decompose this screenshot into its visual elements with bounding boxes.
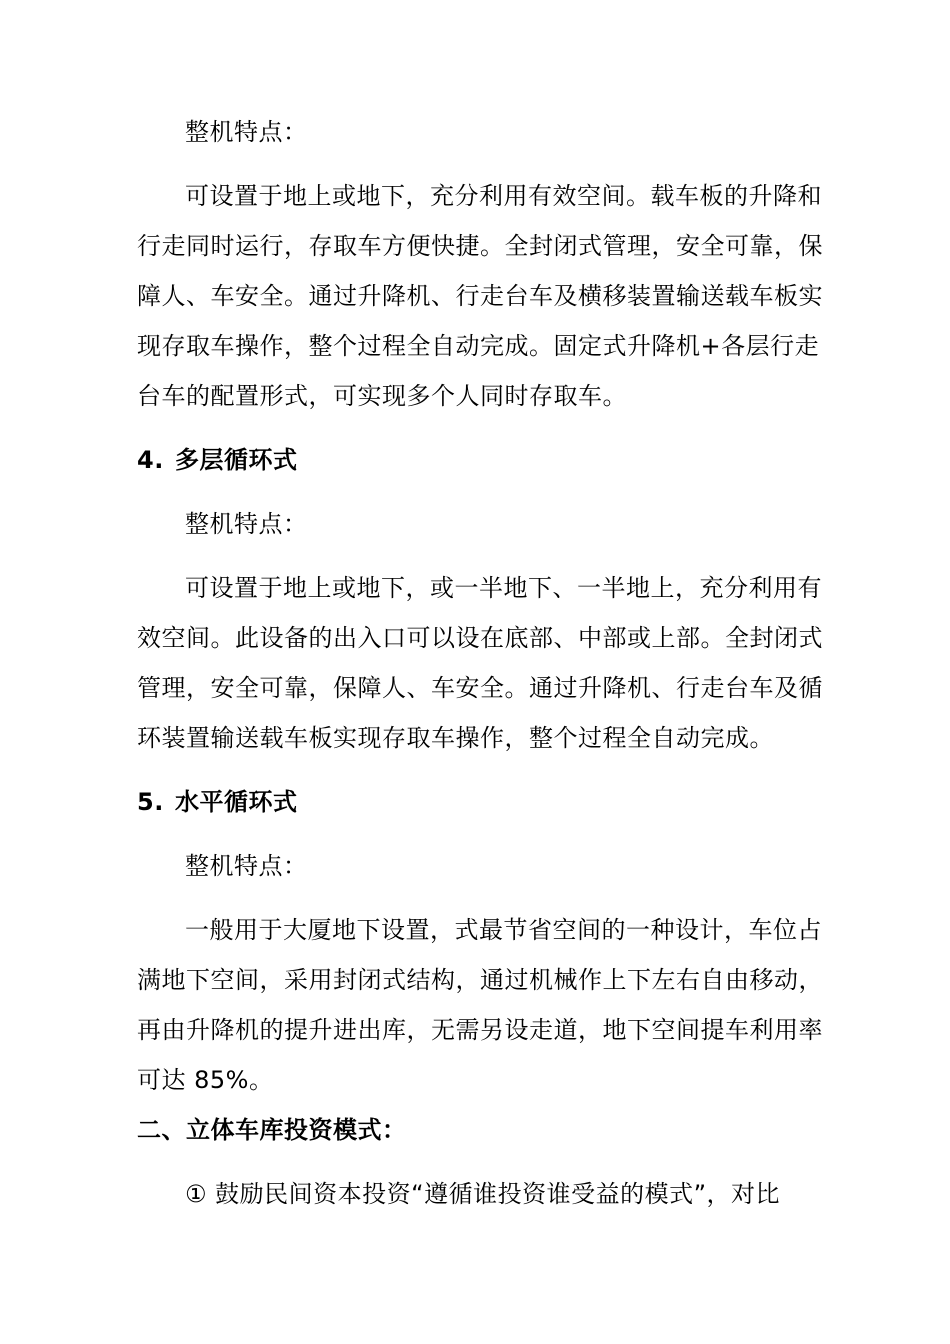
paragraph-line: 管理，安全可靠，保障人、车安全。通过升降机、行走台车及循 [137,674,823,702]
paragraph-line: 可设置于地上或地下，充分利用有效空间。载车板的升降和 [185,182,822,210]
feature-label: 整机特点： [185,852,308,880]
list-item: ① 鼓励民间资本投资“遵循谁投资谁受益的模式”，对比 [185,1180,781,1208]
section-number: 4. [137,446,164,474]
paragraph-line: 可达 85%。 [137,1066,274,1094]
paragraph-line: 环装置输送载车板实现存取车操作，整个过程全自动完成。 [137,724,774,752]
feature-label: 整机特点： [185,510,308,538]
paragraph-line: 台车的配置形式，可实现多个人同时存取车。 [137,382,627,410]
section-title: 多层循环式 [175,446,298,474]
paragraph-line: 障人、车安全。通过升降机、行走台车及横移装置输送载车板实 [137,282,823,310]
section-heading-4 [137,444,298,476]
section-heading-5 [137,786,298,818]
paragraph-line: 行走同时运行，存取车方便快捷。全封闭式管理，安全可靠，保 [137,232,823,260]
feature-label: 整机特点： [185,118,308,146]
chapter-heading: 二、立体车库投资模式： [137,1116,407,1144]
section-title: 水平循环式 [175,788,298,816]
section-number: 5. [137,788,164,816]
paragraph-line: 再由升降机的提升进出库，无需另设走道，地下空间提车利用率 [137,1016,823,1044]
paragraph-line: 现存取车操作，整个过程全自动完成。固定式升降机+各层行走 [137,332,820,360]
paragraph-line: 一般用于大厦地下设置，式最节省空间的一种设计，车位占 [185,916,822,944]
paragraph-line: 满地下空间，采用封闭式结构，通过机械作上下左右自由移动， [137,966,823,994]
paragraph-line: 可设置于地上或地下，或一半地下、一半地上，充分利用有 [185,574,822,602]
paragraph-line: 效空间。此设备的出入口可以设在底部、中部或上部。全封闭式 [137,624,823,652]
